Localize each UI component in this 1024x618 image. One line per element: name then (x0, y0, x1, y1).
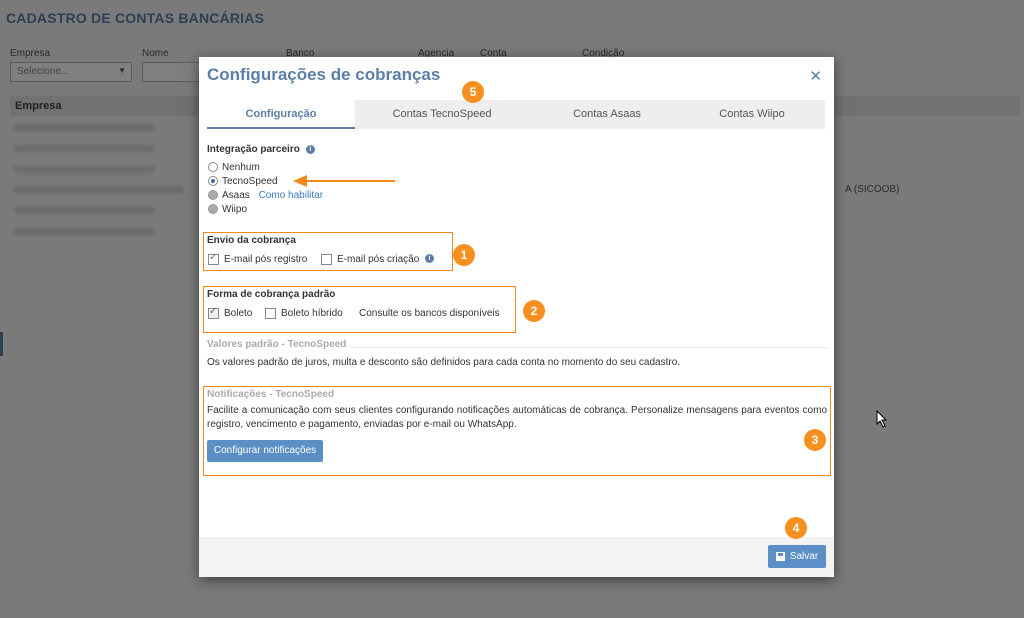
checkbox-label: Boleto híbrido (281, 308, 343, 320)
checkbox-boleto-hibrido[interactable] (265, 308, 343, 319)
arrow-annotation (291, 174, 401, 188)
billing-settings-modal (199, 57, 834, 577)
info-icon[interactable]: i (425, 254, 434, 263)
valores-description: Os valores padrão de juros, multa e desconto são definidos para cada conta no momento do seu cadastro. (207, 357, 681, 368)
tab-contas-tecnospeed[interactable]: Contas TecnoSpeed (392, 108, 492, 120)
radio-icon[interactable] (208, 162, 218, 172)
save-button[interactable] (768, 545, 826, 568)
configure-notifications-button[interactable]: Configurar notificações (207, 440, 323, 462)
checkbox-icon[interactable] (321, 254, 332, 265)
annotation-badge-5: 5 (462, 81, 484, 103)
radio-asaas[interactable] (208, 190, 323, 203)
annotation-badge-4: 4 (785, 517, 807, 539)
checkbox-boleto[interactable] (208, 308, 252, 319)
tab-contas-wiipo[interactable]: Contas Wiipo (719, 108, 785, 120)
checkbox-email-pos-criacao[interactable] (321, 254, 419, 265)
checkbox-label: Boleto (224, 308, 253, 320)
radio-wiipo[interactable] (208, 204, 247, 217)
info-icon[interactable]: i (306, 145, 315, 154)
valores-section-title: Valores padrão - TecnoSpeed (207, 339, 347, 350)
radio-tecnospeed[interactable] (208, 176, 278, 189)
radio-icon[interactable] (208, 190, 218, 200)
checkbox-label: E-mail pós criação (337, 254, 420, 266)
save-button-label: Salvar (789, 551, 819, 562)
close-icon[interactable]: ✕ (809, 68, 822, 85)
divider (351, 347, 827, 348)
tab-bar (207, 100, 825, 129)
radio-label: Asaas (222, 190, 250, 201)
checkbox-email-pos-registro[interactable] (208, 254, 307, 265)
tab-configuracao[interactable]: Configuração (207, 100, 355, 129)
mouse-cursor-icon (876, 410, 888, 428)
checkbox-icon[interactable] (265, 308, 276, 319)
radio-icon[interactable] (208, 204, 218, 214)
annotation-badge-1: 1 (453, 244, 475, 266)
integration-label-text: Integração parceiro (207, 144, 300, 155)
radio-label: TecnoSpeed (222, 176, 278, 187)
checkbox-label: E-mail pós registro (224, 254, 308, 266)
forma-label: Forma de cobrança padrão (207, 289, 336, 300)
radio-label: Wiipo (222, 204, 248, 215)
radio-label: Nenhum (222, 162, 260, 173)
radio-nenhum[interactable] (208, 162, 260, 175)
annotation-badge-3: 3 (804, 429, 826, 451)
envio-label: Envio da cobrança (207, 235, 296, 246)
tab-contas-asaas[interactable]: Contas Asaas (573, 108, 641, 120)
notificacoes-section-title: Notificações - TecnoSpeed (207, 389, 335, 400)
modal-title: Configurações de cobranças (207, 65, 441, 84)
checkbox-icon[interactable] (208, 308, 219, 319)
modal-footer (199, 537, 834, 577)
como-habilitar-link[interactable]: Como habilitar (258, 190, 324, 201)
integration-label (207, 144, 315, 155)
save-icon (776, 552, 785, 561)
annotation-badge-2: 2 (523, 300, 545, 322)
consulte-bancos-link[interactable]: Consulte os bancos disponíveis (359, 308, 500, 319)
notificacoes-description: Facilite a comunicação com seus clientes configurando notificações automáticas de cobrança. Personalize mensagens para eventos como registro, vencimento e pagamento, enviadas por e-mail ou WhatsApp. (207, 405, 827, 430)
radio-icon[interactable] (208, 176, 218, 186)
checkbox-icon[interactable] (208, 254, 219, 265)
